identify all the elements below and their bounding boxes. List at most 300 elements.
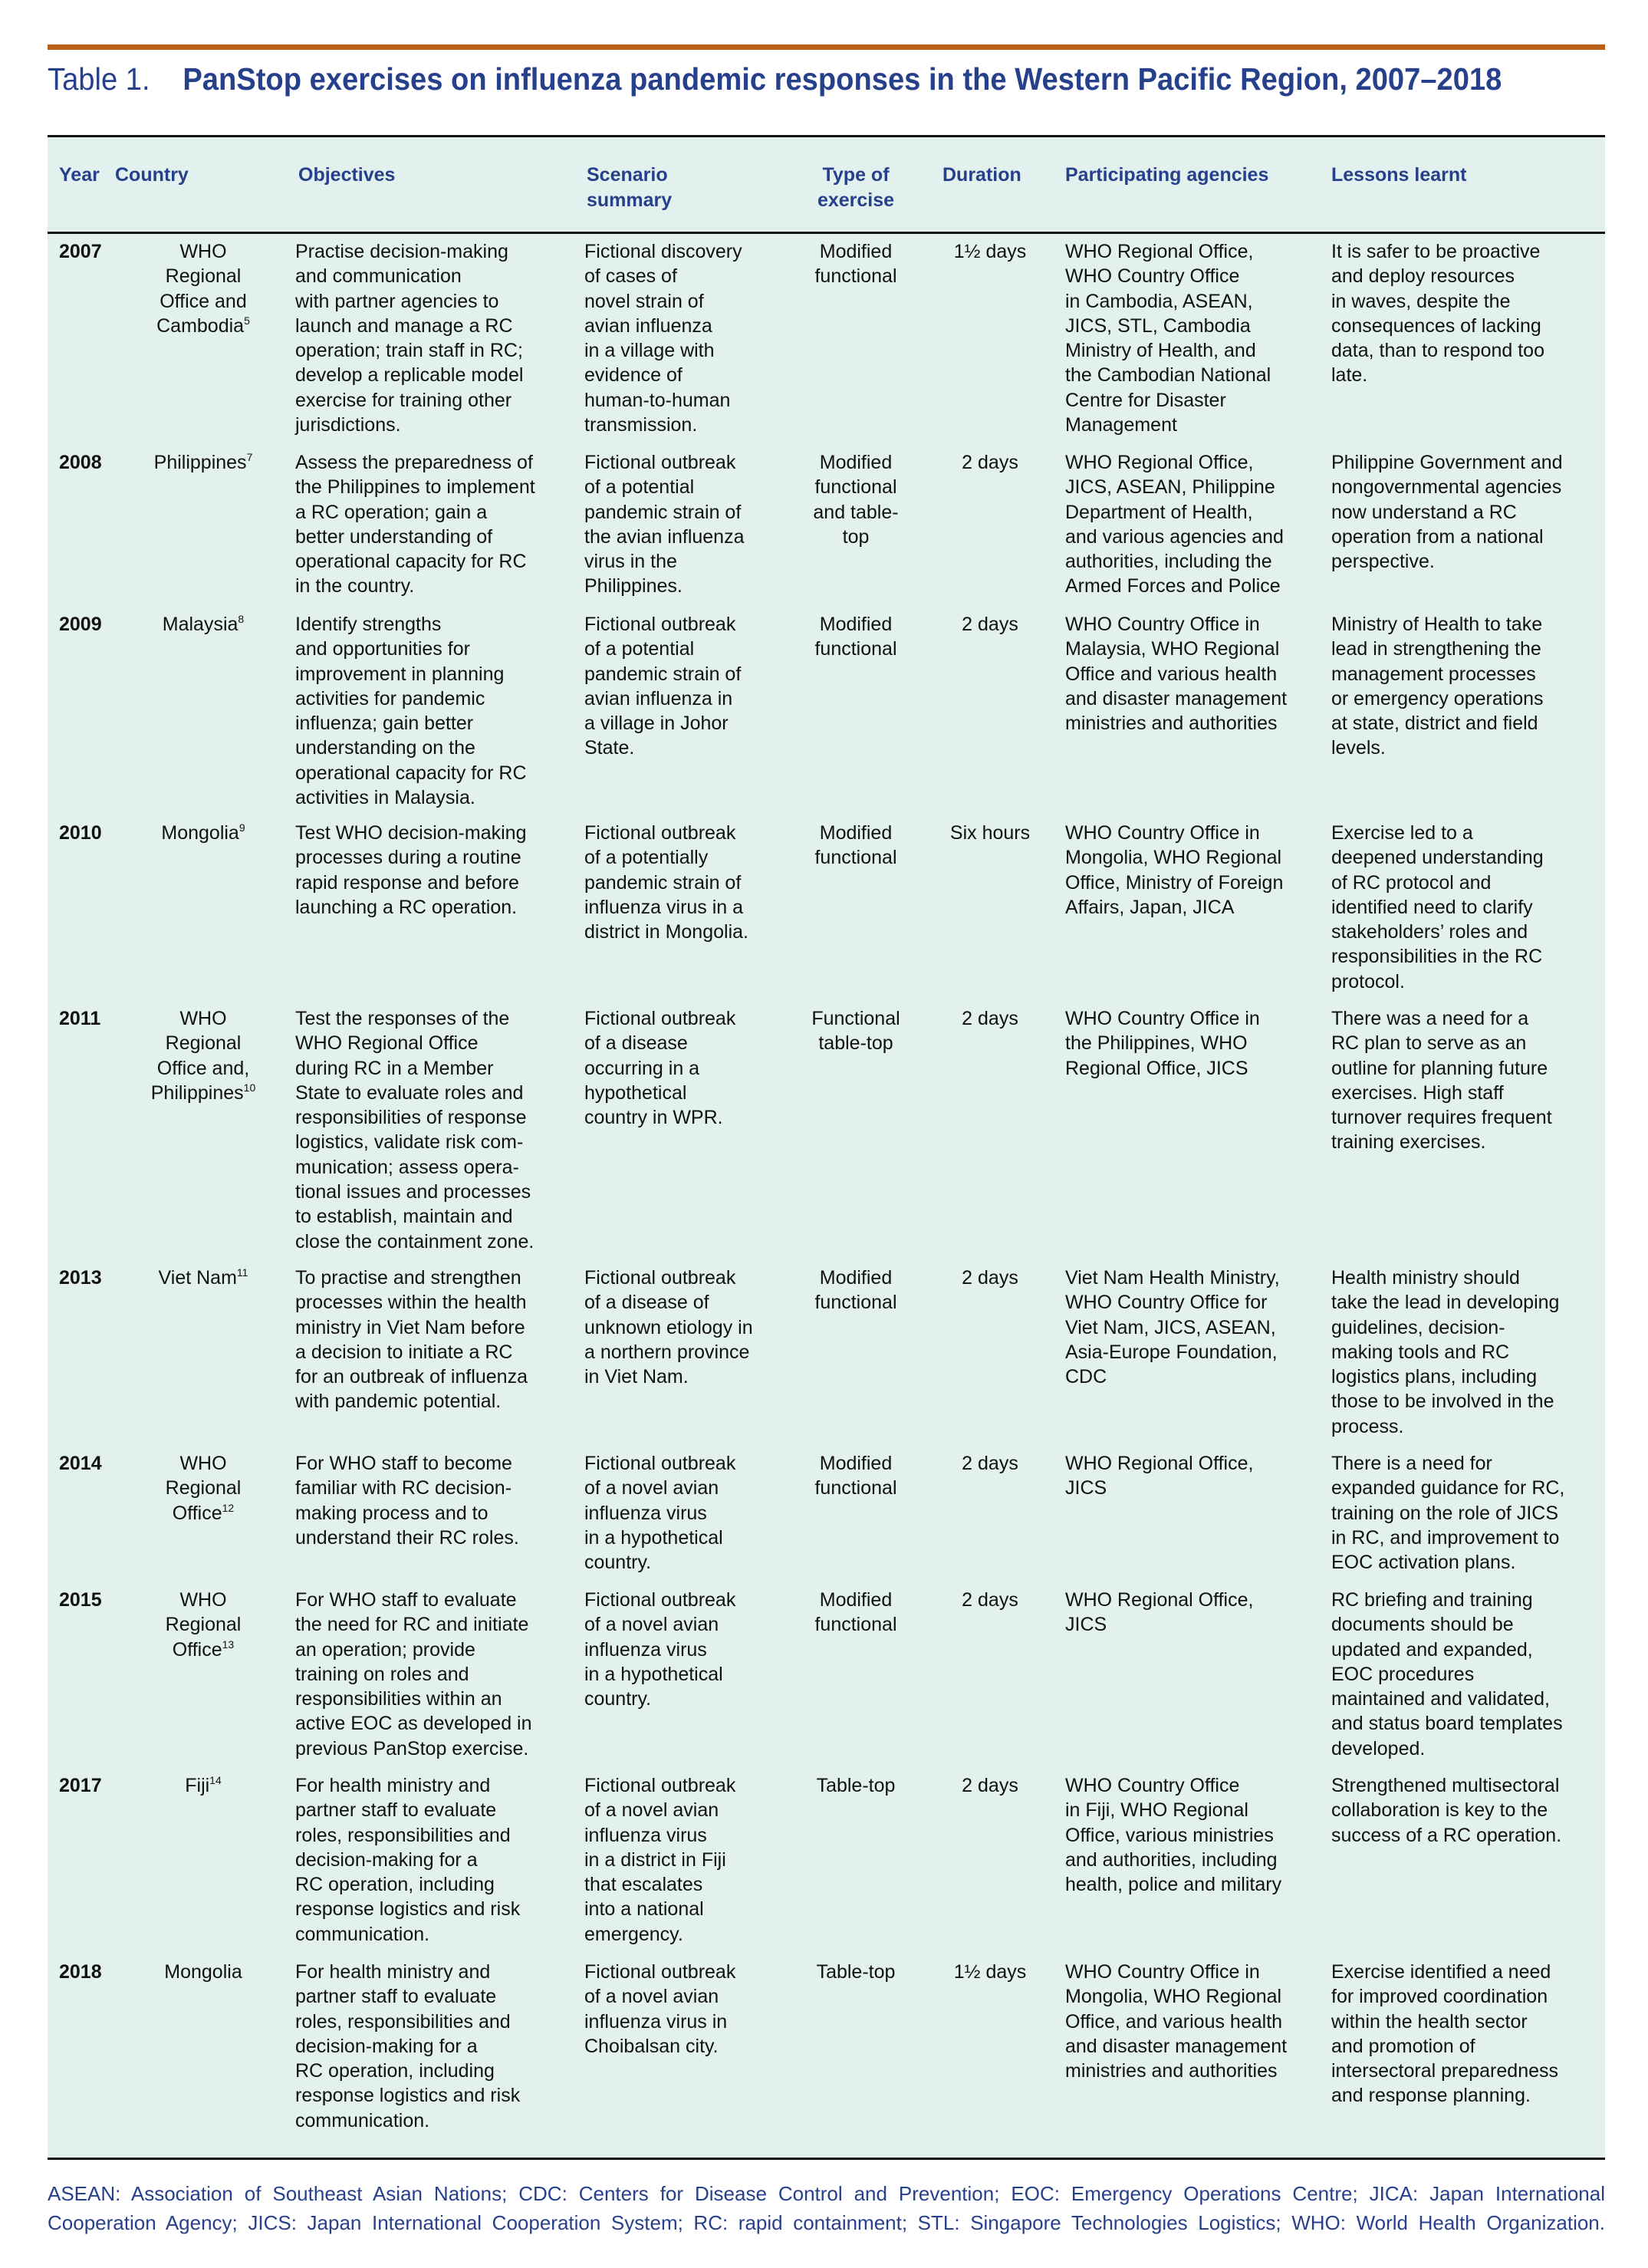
- objectives-line: [295, 1290, 528, 1315]
- reference-superscript: 11: [236, 1266, 248, 1279]
- lessons-text: success of a RC operation.: [1331, 1824, 1562, 1846]
- country-line: [151, 1081, 256, 1105]
- column-header: [942, 163, 1021, 188]
- objectives-line: [295, 1389, 528, 1414]
- objectives-line: [295, 525, 535, 549]
- type-cell: [814, 1266, 896, 1315]
- reference-superscript: 5: [244, 314, 250, 327]
- scenario-text: influenza virus: [584, 1502, 707, 1524]
- year-cell: [59, 1773, 102, 1798]
- lessons-line: [1331, 821, 1544, 845]
- year-cell: [59, 1266, 102, 1290]
- year-text: 2015: [59, 1589, 102, 1611]
- country-text: Regional: [165, 1614, 242, 1636]
- table-title: PanStop exercises on influenza pandemic responses in the Western Pacific Region, 2007–2018: [183, 61, 1502, 97]
- country-cell: [156, 239, 250, 338]
- type-text: Modified: [819, 614, 893, 635]
- column-header: [817, 163, 894, 213]
- objectives-line: [295, 1204, 534, 1229]
- agencies-cell: [1065, 1773, 1281, 1897]
- reference-superscript: 12: [222, 1501, 235, 1514]
- agencies-text: in Fiji, WHO Regional: [1065, 1799, 1248, 1822]
- lessons-line: [1331, 920, 1544, 944]
- lessons-line: [1331, 637, 1544, 661]
- country-text: Regional: [165, 1477, 242, 1499]
- objectives-text: responsibilities of response: [295, 1107, 527, 1129]
- country-text: WHO: [179, 1589, 227, 1611]
- column-header-line: Lessons learnt: [1331, 164, 1467, 186]
- objectives-text: training on roles and: [295, 1663, 469, 1685]
- lessons-text: logistics plans, including: [1331, 1366, 1538, 1388]
- lessons-line: [1331, 1451, 1564, 1476]
- footnote-line: Cooperation Agency; JICS: Japan International Cooperation System; RC: rapid containment; STL: Singapore Technologies Logistics; WHO: World Health Organization.: [48, 2211, 1605, 2234]
- objectives-line: [295, 2010, 520, 2034]
- objectives-line: [295, 500, 535, 525]
- objectives-line: [295, 1687, 532, 1711]
- agencies-line: [1065, 338, 1271, 363]
- scenario-line: [584, 1340, 753, 1364]
- country-text: Regional: [165, 1032, 242, 1055]
- lessons-line: [1331, 314, 1544, 338]
- objectives-cell: [295, 612, 527, 810]
- lessons-text: Health ministry should: [1331, 1267, 1520, 1289]
- lessons-line: [1331, 1105, 1552, 1130]
- objectives-text: For health ministry and: [295, 1961, 491, 1983]
- objectives-line: [295, 363, 523, 387]
- type-line: [813, 525, 898, 549]
- scenario-line: [584, 500, 744, 525]
- scenario-line: [584, 388, 742, 413]
- objectives-line: [295, 1638, 532, 1662]
- objectives-line: [295, 1180, 534, 1204]
- agencies-cell: [1065, 1006, 1260, 1081]
- year-cell: [59, 1451, 102, 1476]
- objectives-text: previous PanStop exercise.: [295, 1737, 529, 1759]
- objectives-text: operation; train staff in RC;: [295, 340, 523, 362]
- scenario-text: pandemic strain of: [584, 663, 742, 685]
- objectives-text: ministry in Viet Nam before: [295, 1316, 525, 1338]
- scenario-text: of a disease of: [584, 1292, 709, 1314]
- type-line: [814, 1476, 896, 1500]
- table-bottom-rule: [48, 2158, 1605, 2160]
- lessons-line: [1331, 2059, 1558, 2083]
- agencies-text: and authorities, including: [1065, 1848, 1278, 1871]
- type-text: and table-: [813, 501, 899, 523]
- lessons-text: Philippine Government and: [1331, 452, 1563, 473]
- agencies-line: [1065, 895, 1283, 920]
- lessons-line: [1331, 845, 1544, 870]
- country-text: Philippines: [153, 452, 247, 473]
- column-header: [115, 163, 189, 188]
- year-text: 2008: [59, 452, 102, 473]
- type-line: [817, 1773, 896, 1798]
- objectives-line: [295, 239, 523, 264]
- objectives-line: [295, 711, 527, 736]
- type-line: [814, 1588, 896, 1612]
- lessons-text: data, than to respond too: [1331, 340, 1544, 362]
- agencies-line: [1065, 845, 1283, 870]
- objectives-line: [295, 1922, 520, 1947]
- lessons-line: [1331, 969, 1544, 994]
- scenario-line: [584, 289, 742, 314]
- lessons-text: training on the role of JICS: [1331, 1502, 1558, 1524]
- duration-text: Six hours: [949, 822, 1031, 844]
- country-text: Fiji: [185, 1775, 210, 1796]
- objectives-line: [295, 1872, 520, 1897]
- scenario-cell: [584, 1451, 735, 1575]
- year-text: 2017: [59, 1775, 102, 1796]
- lessons-text: There is a need for: [1331, 1453, 1492, 1474]
- objectives-text: and communication: [295, 265, 462, 288]
- lessons-text: making tools and RC: [1331, 1341, 1510, 1363]
- agencies-text: in Cambodia, ASEAN,: [1065, 290, 1253, 312]
- scenario-line: [584, 1872, 735, 1897]
- objectives-text: Practise decision-making: [295, 241, 508, 262]
- agencies-text: Centre for Disaster: [1065, 389, 1226, 411]
- agencies-text: Regional Office, JICS: [1065, 1057, 1248, 1079]
- type-cell: [814, 612, 896, 662]
- scenario-cell: [584, 239, 742, 437]
- scenario-line: [584, 821, 748, 845]
- lessons-line: [1331, 1711, 1563, 1736]
- lessons-cell: [1331, 1266, 1559, 1439]
- objectives-line: [295, 388, 523, 413]
- objectives-text: For WHO staff to evaluate: [295, 1589, 517, 1611]
- objectives-line: [295, 1155, 534, 1180]
- agencies-text: WHO Regional Office,: [1065, 452, 1254, 473]
- scenario-text: country in WPR.: [584, 1107, 723, 1129]
- agencies-cell: [1065, 612, 1287, 736]
- objectives-line: [295, 612, 527, 637]
- type-cell: [813, 450, 898, 549]
- type-text: Table-top: [816, 1775, 896, 1796]
- objectives-text: logistics, validate risk com-: [295, 1131, 524, 1154]
- type-text: functional: [814, 847, 897, 869]
- year-text: 2009: [59, 614, 102, 635]
- scenario-line: [584, 1687, 735, 1711]
- scenario-text: country.: [584, 1688, 652, 1710]
- country-line: [166, 1476, 242, 1500]
- reference-superscript: 13: [222, 1638, 235, 1651]
- objectives-text: close the containment zone.: [295, 1230, 535, 1253]
- objectives-line: [295, 736, 527, 760]
- objectives-line: [295, 1031, 534, 1055]
- duration-cell: [962, 612, 1018, 637]
- objectives-line: [295, 871, 526, 895]
- scenario-line: [584, 1922, 735, 1947]
- type-line: [814, 637, 896, 661]
- objectives-text: processes within the health: [295, 1292, 527, 1314]
- scenario-text: in a hypothetical: [584, 1526, 723, 1549]
- agencies-line: [1065, 1960, 1287, 1984]
- agencies-line: [1065, 1340, 1280, 1364]
- scenario-line: [584, 314, 742, 338]
- type-line: [817, 1960, 896, 1984]
- type-line: [814, 1266, 896, 1290]
- objectives-line: [295, 2059, 520, 2083]
- lessons-line: [1331, 289, 1544, 314]
- type-text: functional: [814, 1614, 897, 1636]
- agencies-text: Office, various ministries: [1065, 1824, 1274, 1846]
- country-line: [185, 1773, 222, 1798]
- reference-superscript: 10: [243, 1081, 256, 1094]
- objectives-cell: [295, 239, 523, 437]
- objectives-text: response logistics and risk: [295, 2085, 521, 2107]
- scenario-text: into a national: [584, 1898, 704, 1921]
- type-line: [813, 500, 898, 525]
- lessons-text: for improved coordination: [1331, 1986, 1548, 2008]
- type-text: Table-top: [816, 1961, 896, 1983]
- type-line: [814, 1612, 896, 1637]
- objectives-text: roles, responsibilities and: [295, 1824, 511, 1846]
- scenario-text: in a village with: [584, 340, 715, 362]
- year-cell: [59, 450, 102, 475]
- duration-text: 2 days: [962, 1775, 1018, 1796]
- scenario-line: [584, 1364, 753, 1389]
- type-text: Modified: [819, 1267, 893, 1289]
- lessons-text: Ministry of Health to take: [1331, 614, 1543, 635]
- type-text: Modified: [819, 452, 893, 473]
- lessons-text: Exercise led to a: [1331, 822, 1473, 844]
- objectives-line: [295, 574, 535, 598]
- reference-superscript: 9: [238, 821, 245, 834]
- objectives-line: [295, 1711, 532, 1736]
- country-text: Cambodia: [156, 314, 245, 337]
- objectives-text: develop a replicable model: [295, 364, 524, 387]
- country-line: [166, 1638, 242, 1662]
- agencies-line: [1065, 711, 1287, 736]
- scenario-text: hypothetical: [584, 1081, 687, 1104]
- lessons-text: updated and expanded,: [1331, 1638, 1533, 1661]
- country-cell: [151, 1006, 256, 1105]
- agencies-cell: [1065, 1266, 1280, 1389]
- column-header-line: Type of: [822, 164, 890, 186]
- column-header-line: Year: [59, 164, 100, 186]
- scenario-line: [584, 1290, 753, 1315]
- objectives-line: [295, 2034, 520, 2059]
- objectives-text: for an outbreak of influenza: [295, 1366, 528, 1388]
- scenario-text: of cases of: [584, 265, 677, 288]
- type-line: [813, 475, 898, 499]
- scenario-text: district in Mongolia.: [584, 921, 748, 943]
- objectives-text: activities in Malaysia.: [295, 787, 475, 809]
- objectives-text: State to evaluate roles and: [295, 1081, 524, 1104]
- scenario-text: in Viet Nam.: [584, 1366, 689, 1388]
- duration-cell: [954, 239, 1027, 264]
- scenario-line: [584, 525, 744, 549]
- objectives-line: [295, 1823, 520, 1848]
- scenario-text: Fictional outbreak: [584, 1008, 736, 1029]
- lessons-line: [1331, 871, 1544, 895]
- scenario-line: [584, 413, 742, 437]
- lessons-text: process.: [1331, 1415, 1404, 1437]
- agencies-line: [1065, 574, 1284, 598]
- lessons-line: [1331, 1588, 1563, 1612]
- lessons-text: maintained and validated,: [1331, 1688, 1550, 1710]
- column-header: [59, 163, 100, 188]
- type-line: [814, 845, 896, 870]
- type-line: [814, 612, 896, 637]
- scenario-line: [584, 450, 744, 475]
- scenario-line: [584, 1266, 753, 1290]
- lessons-line: [1331, 500, 1563, 525]
- agencies-cell: [1065, 1451, 1253, 1501]
- type-text: functional: [814, 476, 897, 499]
- objectives-line: [295, 1612, 532, 1637]
- scenario-cell: [584, 1006, 735, 1130]
- lessons-text: perspective.: [1331, 551, 1435, 573]
- column-header-line: Country: [115, 164, 189, 186]
- lessons-text: late.: [1331, 364, 1368, 387]
- agencies-line: [1065, 1588, 1253, 1612]
- agencies-line: [1065, 871, 1283, 895]
- agencies-line: [1065, 1984, 1287, 2009]
- scenario-line: [584, 475, 744, 499]
- scenario-line: [584, 895, 748, 920]
- agencies-cell: [1065, 239, 1271, 437]
- lessons-text: now understand a RC: [1331, 501, 1517, 523]
- table-label: Table 1.: [48, 61, 150, 97]
- scenario-text: occurring in a: [584, 1057, 700, 1079]
- scenario-line: [584, 264, 742, 288]
- objectives-line: [295, 1056, 534, 1081]
- objectives-text: processes during a routine: [295, 847, 521, 869]
- column-header-line: Scenario: [587, 164, 668, 186]
- agencies-line: [1065, 1872, 1281, 1897]
- country-line: [161, 821, 245, 845]
- type-cell: [811, 1006, 900, 1056]
- agencies-text: the Cambodian National: [1065, 364, 1271, 387]
- agencies-text: Office and various health: [1065, 663, 1278, 685]
- type-line: [814, 1290, 896, 1315]
- scenario-line: [584, 1081, 735, 1105]
- objectives-line: [295, 1130, 534, 1154]
- objectives-text: exercise for training other: [295, 389, 512, 411]
- objectives-text: making process and to: [295, 1502, 488, 1524]
- country-line: [166, 1451, 242, 1476]
- scenario-text: a village in Johor: [584, 713, 729, 735]
- objectives-text: decision-making for a: [295, 2035, 478, 2057]
- objectives-text: understanding on the: [295, 737, 475, 759]
- scenario-text: Choibalsan city.: [584, 2035, 719, 2057]
- lessons-text: or emergency operations: [1331, 687, 1544, 709]
- scenario-text: transmission.: [584, 414, 698, 436]
- lessons-text: EOC procedures: [1331, 1663, 1475, 1685]
- type-line: [814, 1451, 896, 1476]
- column-header-line: exercise: [817, 189, 895, 211]
- agencies-text: WHO Country Office in: [1065, 1961, 1260, 1983]
- lessons-line: [1331, 1389, 1559, 1414]
- objectives-text: in the country.: [295, 575, 415, 597]
- type-line: [814, 264, 896, 288]
- scenario-line: [584, 686, 741, 711]
- scenario-text: Fictional outbreak: [584, 614, 736, 635]
- lessons-text: It is safer to be proactive: [1331, 241, 1541, 262]
- agencies-text: Mongolia, WHO Regional: [1065, 847, 1282, 869]
- lessons-text: and status board templates: [1331, 1713, 1563, 1735]
- type-text: functional: [814, 1292, 897, 1314]
- lessons-text: at state, district and field: [1331, 713, 1538, 735]
- objectives-text: rapid response and before: [295, 871, 519, 894]
- agencies-text: authorities, including the: [1065, 551, 1272, 573]
- lessons-text: There was a need for a: [1331, 1008, 1529, 1029]
- duration-cell: [962, 1266, 1018, 1290]
- duration-text: 2 days: [962, 1589, 1018, 1611]
- country-text: WHO: [179, 1453, 227, 1474]
- country-line: [164, 1960, 242, 1984]
- country-cell: [166, 1451, 242, 1526]
- type-text: table-top: [818, 1032, 893, 1055]
- scenario-text: State.: [584, 737, 635, 759]
- lessons-cell: [1331, 1773, 1561, 1848]
- objectives-cell: [295, 1588, 532, 1761]
- scenario-line: [584, 1773, 735, 1798]
- objectives-text: responsibilities within an: [295, 1688, 502, 1710]
- lessons-line: [1331, 1823, 1561, 1848]
- country-line: [151, 1056, 256, 1081]
- agencies-line: [1065, 413, 1271, 437]
- objectives-line: [295, 1476, 519, 1500]
- scenario-text: in a district in Fiji: [584, 1848, 726, 1871]
- agencies-text: Armed Forces and Police: [1065, 575, 1281, 597]
- objectives-line: [295, 1588, 532, 1612]
- type-text: Modified: [819, 1589, 893, 1611]
- lessons-text: exercises. High staff: [1331, 1081, 1504, 1104]
- year-cell: [59, 612, 102, 637]
- country-line: [151, 1031, 256, 1055]
- objectives-text: to establish, maintain and: [295, 1206, 513, 1228]
- objectives-line: [295, 1451, 519, 1476]
- agencies-line: [1065, 1056, 1260, 1081]
- scenario-text: evidence of: [584, 364, 683, 387]
- lessons-line: [1331, 1414, 1559, 1439]
- year-text: 2011: [59, 1008, 101, 1029]
- lessons-line: [1331, 612, 1544, 637]
- lessons-line: [1331, 895, 1544, 920]
- year-cell: [59, 1588, 102, 1612]
- objectives-text: a RC operation; gain a: [295, 501, 488, 523]
- scenario-line: [584, 845, 748, 870]
- type-text: functional: [814, 638, 897, 660]
- country-cell: [164, 1960, 242, 1984]
- type-text: top: [842, 525, 870, 548]
- footnote-line: ASEAN: Association of Southeast Asian Nations; CDC: Centers for Disease Control and Prevention; EOC: Emergency Operations Centre; JICA: Japan International: [48, 2182, 1605, 2205]
- agencies-line: [1065, 1290, 1280, 1315]
- duration-text: 2 days: [962, 1008, 1018, 1029]
- agencies-line: [1065, 662, 1287, 686]
- scenario-line: [584, 1006, 735, 1031]
- year-cell: [59, 1960, 102, 1984]
- agencies-line: [1065, 1798, 1281, 1822]
- agencies-line: [1065, 363, 1271, 387]
- objectives-text: communication.: [295, 2109, 430, 2131]
- lessons-text: developed.: [1331, 1737, 1426, 1759]
- country-cell: [154, 450, 253, 475]
- lessons-text: responsibilities in the RC: [1331, 946, 1543, 968]
- scenario-cell: [584, 821, 748, 944]
- scenario-cell: [584, 450, 744, 599]
- scenario-cell: [584, 1588, 735, 1711]
- agencies-text: CDC: [1065, 1366, 1107, 1388]
- scenario-line: [584, 2010, 735, 2034]
- lessons-line: [1331, 1340, 1559, 1364]
- objectives-cell: [295, 1773, 520, 1947]
- country-line: [156, 264, 250, 288]
- column-header: [587, 163, 672, 213]
- lessons-cell: [1331, 450, 1563, 574]
- lessons-text: take the lead in developing: [1331, 1292, 1560, 1314]
- lessons-text: identified need to clarify: [1331, 896, 1533, 918]
